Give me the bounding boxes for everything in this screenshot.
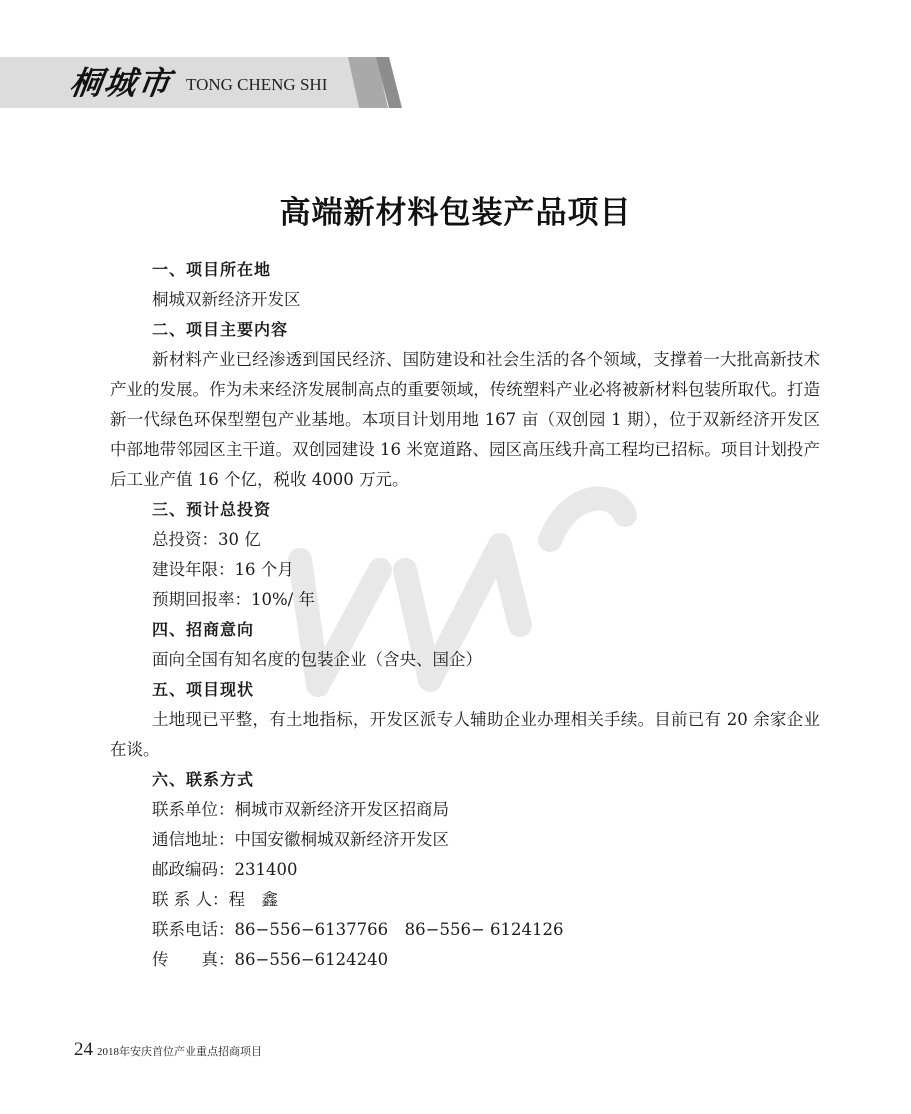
project-location: 桐城双新经济开发区 bbox=[152, 290, 301, 309]
section-heading: 二、项目主要内容 bbox=[152, 320, 289, 339]
publication-title: 2018年安庆首位产业重点招商项目 bbox=[97, 1046, 262, 1058]
total-investment: 总投资：30 亿 bbox=[152, 530, 261, 549]
contact-unit: 联系单位：桐城市双新经济开发区招商局 bbox=[152, 800, 449, 819]
section-heading: 一、项目所在地 bbox=[152, 260, 272, 279]
page-footer bbox=[74, 1038, 262, 1062]
investment-intent: 面向全国有知名度的包装企业（含央、国企） bbox=[152, 650, 482, 669]
city-pinyin: TONG CHENG SHI bbox=[186, 75, 328, 94]
expected-return: 预期回报率：10%/ 年 bbox=[152, 590, 315, 609]
construction-period: 建设年限：16 个月 bbox=[152, 560, 294, 579]
city-logo: 桐城市 bbox=[67, 64, 175, 102]
section-heading: 四、招商意向 bbox=[152, 620, 255, 639]
document-body bbox=[110, 255, 820, 975]
contact-fax: 传 真：86−556−6124240 bbox=[152, 950, 389, 969]
contact-person: 联 系 人：程 鑫 bbox=[152, 890, 278, 909]
document-title: 高端新材料包装产品项目 bbox=[279, 195, 632, 231]
page-number: 24 bbox=[74, 1039, 93, 1060]
contact-address: 通信地址：中国安徽桐城双新经济开发区 bbox=[152, 830, 449, 849]
section-heading: 三、预计总投资 bbox=[152, 500, 272, 519]
postal-code: 邮政编码：231400 bbox=[152, 860, 298, 879]
project-description: 新材料产业已经渗透到国民经济、国防建设和社会生活的各个领域，支撑着一大批高新技术产业的发展。作为未来经济发展制高点的重要领域，传统塑料产业必将被新材料包装所取代。打造新一代绿色环保型塑包产业基地。本项目计划用地 167 亩（双创园 1 期），位于双新经济开发区中部地带邻园区主干道。双创园建设 16 米宽道路、园区高压线升高工程均已招标。项目计划投产后工业产值 16 个亿，税收 4000 万元。 bbox=[110, 350, 820, 489]
section-heading: 六、联系方式 bbox=[152, 770, 255, 789]
contact-phone: 联系电话：86−556−6137766 86−556− 6124126 bbox=[152, 920, 564, 939]
section-heading: 五、项目现状 bbox=[152, 680, 255, 699]
project-status: 土地现已平整，有土地指标，开发区派专人辅助企业办理相关手续。目前已有 20 余家企业在谈。 bbox=[110, 710, 820, 759]
